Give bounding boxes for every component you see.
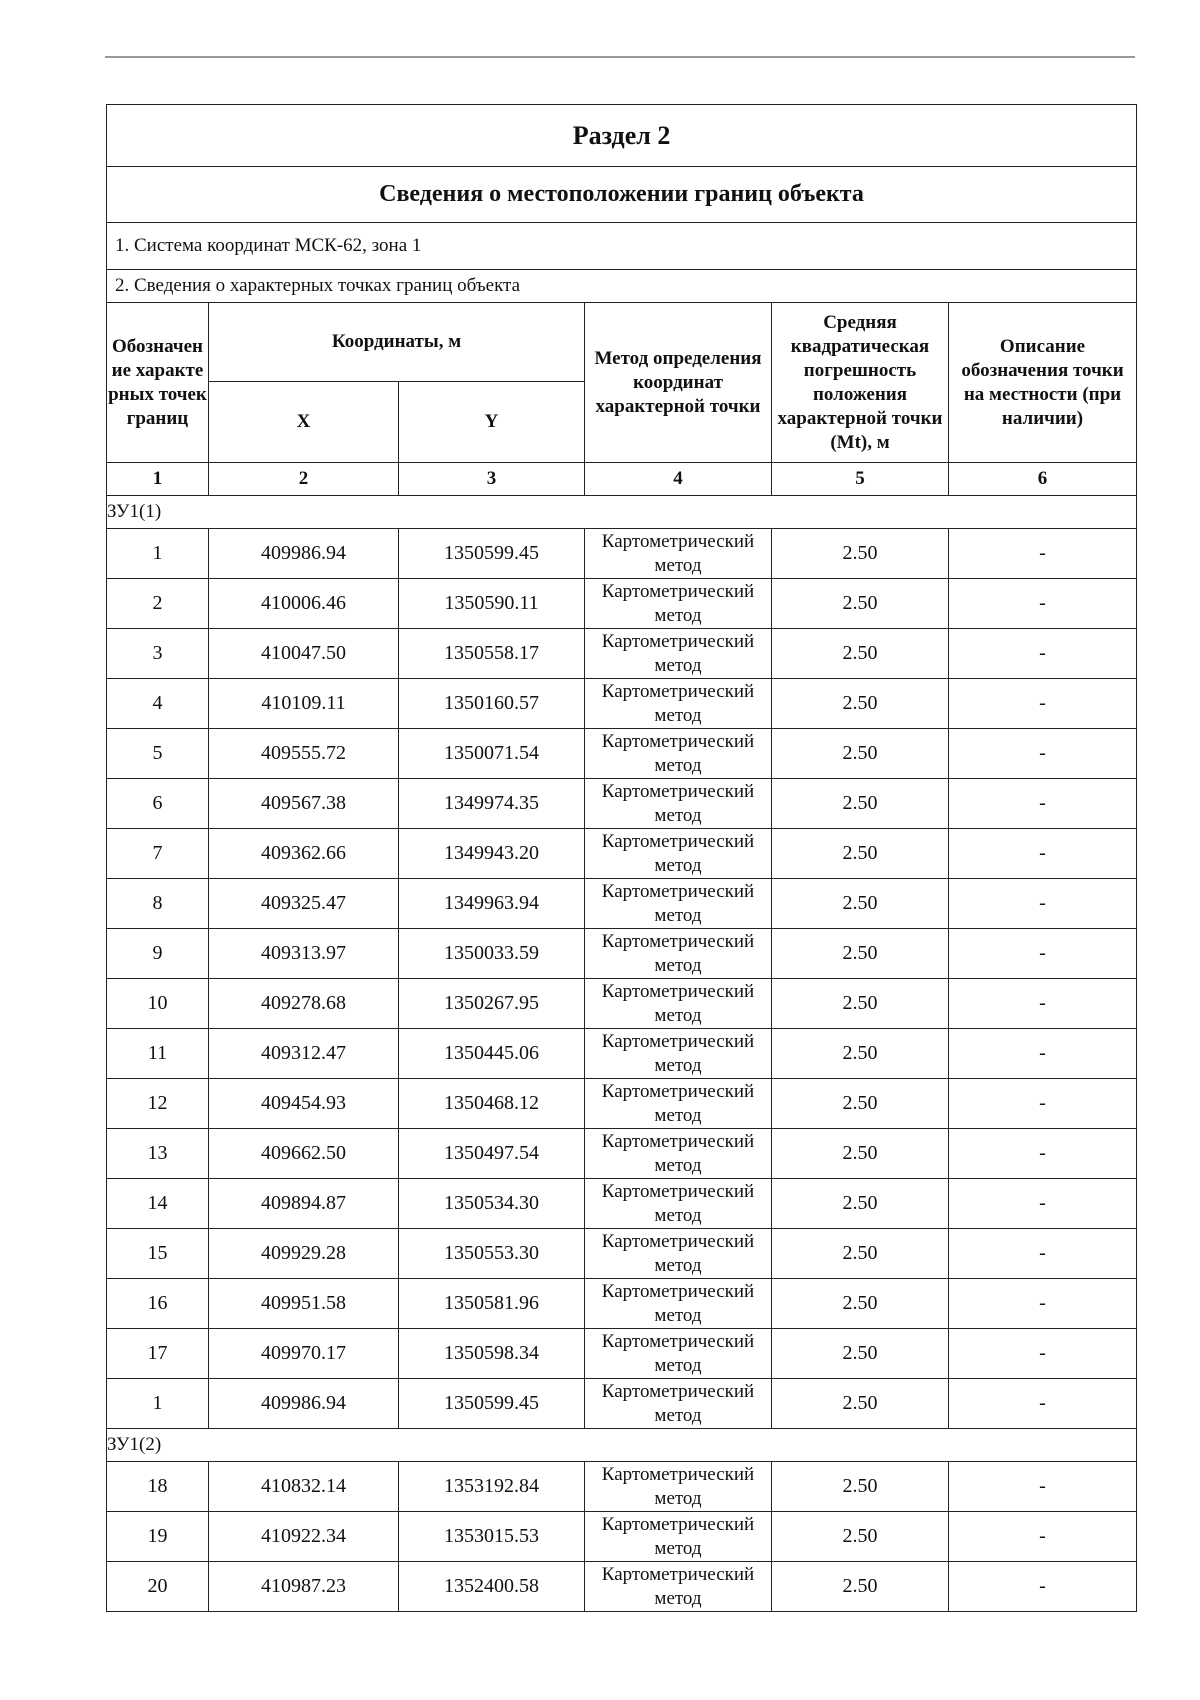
accuracy-cell: 2.50 <box>772 779 949 829</box>
table-row <box>107 1462 1137 1512</box>
y-cell: 1350033.59 <box>399 929 585 979</box>
table-row <box>107 779 1137 829</box>
method-cell <box>585 679 772 729</box>
point-cell: 11 <box>107 1029 209 1079</box>
point-cell: 14 <box>107 1179 209 1229</box>
method-line2: метод <box>654 704 702 726</box>
method-line1: Картометрический <box>601 1463 755 1485</box>
method-line2: метод <box>654 854 702 876</box>
header-coordinates: Координаты, м <box>209 303 585 382</box>
method-cell <box>585 729 772 779</box>
accuracy-cell: 2.50 <box>772 629 949 679</box>
point-cell: 9 <box>107 929 209 979</box>
header-method: Метод определения координат характерной точки <box>585 303 772 463</box>
x-cell: 409555.72 <box>209 729 399 779</box>
description-cell: - <box>949 1029 1137 1079</box>
point-cell: 15 <box>107 1229 209 1279</box>
column-number: 3 <box>399 463 585 496</box>
section-title: Раздел 2 <box>107 105 1137 167</box>
method-cell <box>585 1229 772 1279</box>
description-cell: - <box>949 929 1137 979</box>
x-cell: 409970.17 <box>209 1329 399 1379</box>
description-cell: - <box>949 1129 1137 1179</box>
method-line2: метод <box>654 1537 702 1559</box>
point-cell: 16 <box>107 1279 209 1329</box>
y-cell: 1350598.34 <box>399 1329 585 1379</box>
method-cell <box>585 1562 772 1612</box>
method-line1: Картометрический <box>601 1563 755 1585</box>
table-row <box>107 829 1137 879</box>
method-line2: метод <box>654 1404 702 1426</box>
description-cell: - <box>949 579 1137 629</box>
points-heading-line: 2. Сведения о характерных точках границ объекта <box>107 270 1137 303</box>
table-row <box>107 579 1137 629</box>
method-line2: метод <box>654 654 702 676</box>
x-cell: 410109.11 <box>209 679 399 729</box>
x-cell: 409929.28 <box>209 1229 399 1279</box>
accuracy-cell: 2.50 <box>772 979 949 1029</box>
method-line2: метод <box>654 604 702 626</box>
column-number: 1 <box>107 463 209 496</box>
table-row <box>107 1179 1137 1229</box>
method-cell <box>585 1079 772 1129</box>
table-row <box>107 1029 1137 1079</box>
y-cell: 1350599.45 <box>399 1379 585 1429</box>
method-line2: метод <box>654 804 702 826</box>
accuracy-cell: 2.50 <box>772 1462 949 1512</box>
method-cell <box>585 1129 772 1179</box>
x-cell: 410047.50 <box>209 629 399 679</box>
accuracy-cell: 2.50 <box>772 729 949 779</box>
y-cell: 1349974.35 <box>399 779 585 829</box>
table-row <box>107 529 1137 579</box>
column-number: 4 <box>585 463 772 496</box>
method-line1: Картометрический <box>601 1080 755 1102</box>
point-cell: 18 <box>107 1462 209 1512</box>
description-cell: - <box>949 529 1137 579</box>
description-cell: - <box>949 1329 1137 1379</box>
method-line1: Картометрический <box>601 1380 755 1402</box>
method-line2: метод <box>654 1587 702 1609</box>
point-cell: 17 <box>107 1329 209 1379</box>
method-cell <box>585 579 772 629</box>
point-cell: 20 <box>107 1562 209 1612</box>
point-cell: 6 <box>107 779 209 829</box>
column-number: 2 <box>209 463 399 496</box>
description-cell: - <box>949 1079 1137 1129</box>
description-cell: - <box>949 629 1137 679</box>
method-line1: Картометрический <box>601 830 755 852</box>
x-cell: 409362.66 <box>209 829 399 879</box>
method-line2: метод <box>654 954 702 976</box>
table-row <box>107 1079 1137 1129</box>
accuracy-cell: 2.50 <box>772 1379 949 1429</box>
y-cell: 1350267.95 <box>399 979 585 1029</box>
table-row <box>107 729 1137 779</box>
method-line1: Картометрический <box>601 1230 755 1252</box>
method-line1: Картометрический <box>601 1280 755 1302</box>
table-row <box>107 879 1137 929</box>
page-top-rule <box>105 56 1135 58</box>
y-cell: 1350445.06 <box>399 1029 585 1079</box>
accuracy-cell: 2.50 <box>772 1129 949 1179</box>
description-cell: - <box>949 1562 1137 1612</box>
method-cell <box>585 829 772 879</box>
table-row <box>107 629 1137 679</box>
x-cell: 409894.87 <box>209 1179 399 1229</box>
method-line1: Картометрический <box>601 530 755 552</box>
group-row <box>107 1429 1137 1462</box>
method-line1: Картометрический <box>601 1330 755 1352</box>
x-cell: 409951.58 <box>209 1279 399 1329</box>
accuracy-cell: 2.50 <box>772 1229 949 1279</box>
y-cell: 1350534.30 <box>399 1179 585 1229</box>
header-x: X <box>209 382 399 463</box>
y-cell: 1350468.12 <box>399 1079 585 1129</box>
point-cell: 5 <box>107 729 209 779</box>
x-cell: 409313.97 <box>209 929 399 979</box>
method-line1: Картометрический <box>601 1030 755 1052</box>
description-cell: - <box>949 1229 1137 1279</box>
table-row <box>107 1329 1137 1379</box>
description-cell: - <box>949 779 1137 829</box>
accuracy-cell: 2.50 <box>772 579 949 629</box>
method-line2: метод <box>654 1104 702 1126</box>
method-cell <box>585 779 772 829</box>
method-cell <box>585 1329 772 1379</box>
point-cell: 1 <box>107 1379 209 1429</box>
method-cell <box>585 1512 772 1562</box>
point-cell: 7 <box>107 829 209 879</box>
column-number: 6 <box>949 463 1137 496</box>
coordinate-system-line: 1. Система координат МСК-62, зона 1 <box>107 223 1137 270</box>
method-line2: метод <box>654 1154 702 1176</box>
description-cell: - <box>949 679 1137 729</box>
method-line1: Картометрический <box>601 880 755 902</box>
method-line2: метод <box>654 1354 702 1376</box>
method-line1: Картометрический <box>601 980 755 1002</box>
method-cell <box>585 979 772 1029</box>
point-cell: 1 <box>107 529 209 579</box>
method-cell <box>585 929 772 979</box>
y-cell: 1350497.54 <box>399 1129 585 1179</box>
column-number-row <box>107 463 1137 496</box>
table-row <box>107 679 1137 729</box>
y-cell: 1350581.96 <box>399 1279 585 1329</box>
accuracy-cell: 2.50 <box>772 1079 949 1129</box>
x-cell: 409986.94 <box>209 529 399 579</box>
section-subtitle: Сведения о местоположении границ объекта <box>107 167 1137 223</box>
method-line2: метод <box>654 1304 702 1326</box>
y-cell: 1350599.45 <box>399 529 585 579</box>
method-line1: Картометрический <box>601 1180 755 1202</box>
method-line2: метод <box>654 1004 702 1026</box>
table-row <box>107 979 1137 1029</box>
x-cell: 409662.50 <box>209 1129 399 1179</box>
x-cell: 409986.94 <box>209 1379 399 1429</box>
description-cell: - <box>949 1512 1137 1562</box>
x-cell: 409278.68 <box>209 979 399 1029</box>
table-row <box>107 1279 1137 1329</box>
table-row <box>107 1512 1137 1562</box>
method-line1: Картометрический <box>601 1130 755 1152</box>
y-cell: 1349943.20 <box>399 829 585 879</box>
method-line2: метод <box>654 754 702 776</box>
header-description: Описание обозначения точки на местности (при наличии) <box>949 303 1137 463</box>
description-cell: - <box>949 1379 1137 1429</box>
description-cell: - <box>949 879 1137 929</box>
accuracy-cell: 2.50 <box>772 1179 949 1229</box>
accuracy-cell: 2.50 <box>772 1512 949 1562</box>
table-row <box>107 1129 1137 1179</box>
method-cell <box>585 1379 772 1429</box>
accuracy-cell: 2.50 <box>772 829 949 879</box>
accuracy-cell: 2.50 <box>772 879 949 929</box>
accuracy-cell: 2.50 <box>772 1029 949 1079</box>
x-cell: 409567.38 <box>209 779 399 829</box>
description-cell: - <box>949 1179 1137 1229</box>
description-cell: - <box>949 1462 1137 1512</box>
method-cell <box>585 629 772 679</box>
description-cell: - <box>949 1279 1137 1329</box>
method-line2: метод <box>654 1204 702 1226</box>
method-cell <box>585 529 772 579</box>
description-cell: - <box>949 829 1137 879</box>
accuracy-cell: 2.50 <box>772 1329 949 1379</box>
x-cell: 410832.14 <box>209 1462 399 1512</box>
y-cell: 1350558.17 <box>399 629 585 679</box>
x-cell: 409454.93 <box>209 1079 399 1129</box>
y-cell: 1352400.58 <box>399 1562 585 1612</box>
accuracy-cell: 2.50 <box>772 1279 949 1329</box>
header-y: Y <box>399 382 585 463</box>
method-line1: Картометрический <box>601 580 755 602</box>
method-cell <box>585 1179 772 1229</box>
x-cell: 409312.47 <box>209 1029 399 1079</box>
point-cell: 8 <box>107 879 209 929</box>
y-cell: 1353192.84 <box>399 1462 585 1512</box>
method-line1: Картометрический <box>601 730 755 752</box>
method-cell <box>585 1279 772 1329</box>
table-row <box>107 1229 1137 1279</box>
y-cell: 1350553.30 <box>399 1229 585 1279</box>
group-row <box>107 496 1137 529</box>
boundary-points-table <box>106 104 1137 1612</box>
method-cell <box>585 1029 772 1079</box>
y-cell: 1349963.94 <box>399 879 585 929</box>
point-cell: 13 <box>107 1129 209 1179</box>
point-cell: 19 <box>107 1512 209 1562</box>
y-cell: 1350071.54 <box>399 729 585 779</box>
description-cell: - <box>949 979 1137 1029</box>
column-number: 5 <box>772 463 949 496</box>
table-row <box>107 929 1137 979</box>
method-line2: метод <box>654 1254 702 1276</box>
accuracy-cell: 2.50 <box>772 929 949 979</box>
method-line2: метод <box>654 554 702 576</box>
y-cell: 1353015.53 <box>399 1512 585 1562</box>
group-label: ЗУ1(1) <box>107 496 1137 529</box>
point-cell: 4 <box>107 679 209 729</box>
header-point-designation: Обозначение характерных точек границ <box>107 303 209 463</box>
method-line2: метод <box>654 1054 702 1076</box>
accuracy-cell: 2.50 <box>772 529 949 579</box>
header-accuracy: Средняя квадратическая погрешность положения характерной точки (Mt), м <box>772 303 949 463</box>
group-label: ЗУ1(2) <box>107 1429 1137 1462</box>
accuracy-cell: 2.50 <box>772 1562 949 1612</box>
method-line1: Картометрический <box>601 1513 755 1535</box>
x-cell: 409325.47 <box>209 879 399 929</box>
method-line2: метод <box>654 904 702 926</box>
accuracy-cell: 2.50 <box>772 679 949 729</box>
description-cell: - <box>949 729 1137 779</box>
point-cell: 12 <box>107 1079 209 1129</box>
y-cell: 1350160.57 <box>399 679 585 729</box>
point-cell: 10 <box>107 979 209 1029</box>
point-cell: 3 <box>107 629 209 679</box>
point-cell: 2 <box>107 579 209 629</box>
table-row <box>107 1379 1137 1429</box>
x-cell: 410006.46 <box>209 579 399 629</box>
y-cell: 1350590.11 <box>399 579 585 629</box>
method-line2: метод <box>654 1487 702 1509</box>
table-row <box>107 1562 1137 1612</box>
method-line1: Картометрический <box>601 780 755 802</box>
method-line1: Картометрический <box>601 680 755 702</box>
method-line1: Картометрический <box>601 930 755 952</box>
method-cell <box>585 1462 772 1512</box>
method-cell <box>585 879 772 929</box>
x-cell: 410987.23 <box>209 1562 399 1612</box>
x-cell: 410922.34 <box>209 1512 399 1562</box>
method-line1: Картометрический <box>601 630 755 652</box>
